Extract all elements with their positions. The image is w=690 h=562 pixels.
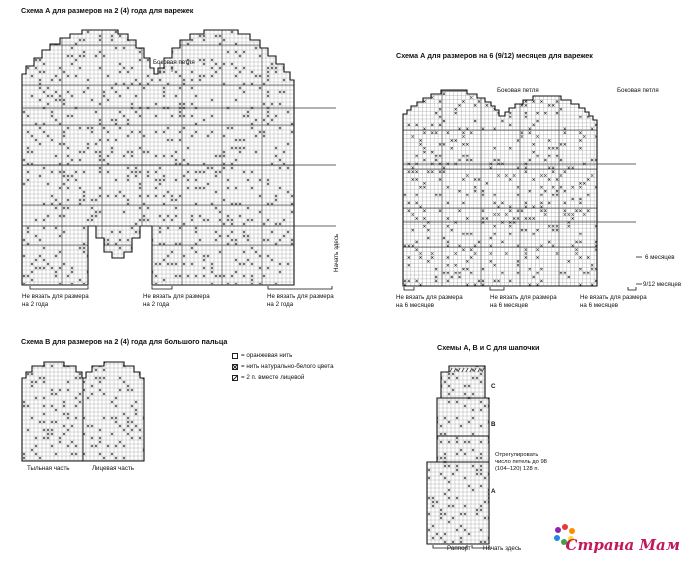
- chart-abc-adjust-note: Отрегулировать число петель до 98 (104–120) 128 п.: [495, 452, 547, 473]
- watermark-dot-1: [569, 528, 575, 534]
- chart-a-6-title: Схема А для размеров на 6 (9/12) месяцев для варежек: [396, 51, 593, 60]
- chart-a-24-major-lines: [22, 14, 336, 285]
- chart-a-24-grid: [22, 14, 337, 285]
- chart-abc-label-c: C: [491, 383, 496, 390]
- chart-a-24-fine-lines: [22, 14, 336, 285]
- legend-text-decrease: = 2 п. вместе лицевой: [241, 374, 305, 381]
- chart-b-crosses: [23, 361, 145, 459]
- chart-b-cells: [22, 360, 145, 461]
- chart-b-back-label: Тыльная часть: [27, 465, 70, 472]
- chart-abc-start-label: Начать здесь: [483, 545, 522, 552]
- chart-a-24-note-mid: Не вязать для размера на 2 года: [143, 293, 210, 308]
- chart-a-6-marker-lines: [636, 257, 642, 284]
- chart-b-grid: [22, 360, 145, 461]
- chart-a-24-title: Схема А для размеров на 2 (4) года для варежек: [21, 6, 194, 15]
- legend-text-white: = нить натурально-белого цвета: [241, 363, 334, 370]
- legend-item-orange: [232, 352, 292, 359]
- chart-a-6-marker-6: 6 месяцев: [645, 254, 675, 261]
- chart-abc-grid: [427, 364, 490, 544]
- watermark-text: Страна Мам: [565, 536, 680, 554]
- chart-a-24-note-left: Не вязать для размера на 2 года: [22, 293, 89, 308]
- chart-a-24-cells: [22, 14, 337, 285]
- chart-abc-fine-lines: [427, 364, 489, 544]
- chart-a-24-note-right: Не вязать для размера на 2 года: [267, 293, 334, 308]
- chart-abc-title: Схемы А, В и С для шапочки: [437, 343, 540, 352]
- decrease-square-icon: [232, 375, 238, 381]
- legend-text-orange: = оранжевая нить: [241, 352, 293, 359]
- chart-a-6-grid: [403, 80, 636, 286]
- chart-a-6-bottom-brackets: [404, 287, 636, 290]
- chart-a-24-start-label: Начать здесь: [333, 233, 340, 272]
- empty-square-icon: [232, 353, 238, 359]
- chart-abc-label-b: B: [491, 421, 496, 428]
- legend-item-white: [232, 363, 334, 370]
- chart-abc-label-a: A: [491, 488, 496, 495]
- watermark-dot-0: [562, 524, 568, 530]
- chart-a-6-note-right: Не вязать для размера на 6 месяцев: [580, 294, 647, 309]
- chart-a-6-side-loop-right: Боковая петля: [617, 87, 659, 94]
- watermark-dot-4: [554, 535, 560, 541]
- chart-a-6-note-mid: Не вязать для размера на 6 месяцев: [490, 294, 557, 309]
- chart-a-6-marker-912: 9/12 месяцев: [643, 281, 682, 288]
- chart-a-6-cells: [403, 80, 636, 286]
- cross-square-icon: [232, 364, 238, 370]
- chart-abc-repeat-label: Раппорт: [447, 545, 471, 552]
- legend-item-decrease: [232, 374, 304, 381]
- chart-a-24-bottom-brackets: [30, 286, 332, 289]
- chart-b-title: Схема В для размеров на 2 (4) года для большого пальца: [21, 337, 228, 346]
- chart-a-6-outline: [403, 87, 597, 286]
- chart-a-6-fine-lines: [403, 80, 636, 286]
- watermark-dot-5: [555, 527, 561, 533]
- chart-a-6-note-left: Не вязать для размера на 6 месяцев: [396, 294, 463, 309]
- chart-abc-section-lines: [427, 398, 489, 462]
- chart-a-24-side-loop-label: Боковая петля: [153, 59, 195, 66]
- chart-a-6-side-loop-left: Боковая петля: [497, 87, 539, 94]
- chart-b-front-label: Лицевая часть: [92, 465, 134, 472]
